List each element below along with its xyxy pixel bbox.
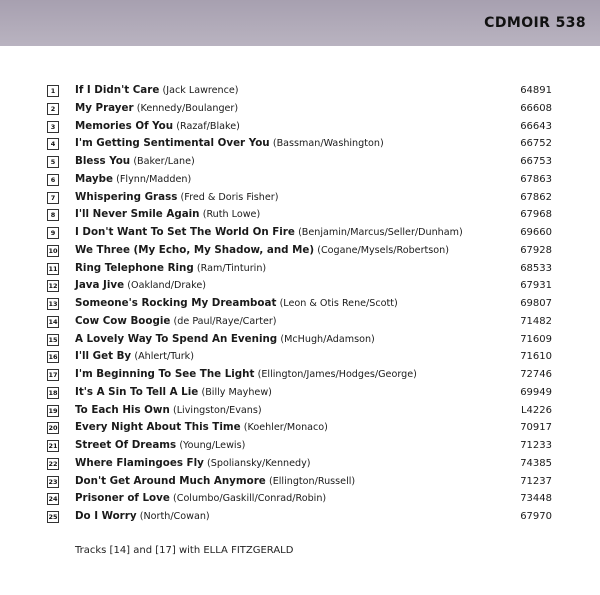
track-row xyxy=(47,295,552,313)
track-matrix-number: 67862 xyxy=(520,191,552,203)
track-text xyxy=(75,153,195,171)
track-composers: (Jack Lawrence) xyxy=(162,85,239,96)
track-matrix-number: 66752 xyxy=(520,138,552,150)
track-composers: (Baker/Lane) xyxy=(133,156,195,167)
track-number-box: 10 xyxy=(48,246,58,255)
track-row xyxy=(47,135,552,153)
track-matrix-number: 70917 xyxy=(520,422,552,434)
track-number-box: 14 xyxy=(48,317,58,326)
track-matrix-number: 67970 xyxy=(520,511,552,522)
track-row xyxy=(47,100,552,118)
track-row xyxy=(47,455,552,473)
track-title: Maybe xyxy=(75,172,113,185)
track-title: Someone's Rocking My Dreamboat xyxy=(75,297,277,309)
track-text xyxy=(75,473,355,491)
track-matrix-number: 71610 xyxy=(520,351,552,363)
track-text xyxy=(75,189,278,207)
track-matrix-number: 68533 xyxy=(520,262,552,274)
track-matrix-number: 69949 xyxy=(520,386,552,398)
track-title: Java Jive xyxy=(75,279,125,292)
footer-note: Tracks [14] and [17] with ELLA FITZGERALD xyxy=(75,545,294,556)
track-text xyxy=(75,118,240,136)
track-row xyxy=(47,313,552,331)
track-row xyxy=(47,331,552,349)
track-composers: (Spoliansky/Kennedy) xyxy=(207,457,311,469)
track-number-box: 19 xyxy=(48,406,58,415)
track-row xyxy=(47,277,552,295)
track-title: I'm Getting Sentimental Over You xyxy=(75,137,270,150)
track-row xyxy=(47,437,552,455)
track-composers: (McHugh/Adamson) xyxy=(280,333,375,345)
track-number-box: 25 xyxy=(48,513,58,521)
track-matrix-number: 66643 xyxy=(520,120,552,132)
track-title: Don't Get Around Much Anymore xyxy=(75,474,266,487)
track-text xyxy=(75,171,191,189)
track-composers: (North/Cowan) xyxy=(139,511,210,522)
track-number-box: 12 xyxy=(48,282,58,291)
track-text xyxy=(75,384,272,402)
track-composers: (Bassman/Washington) xyxy=(272,138,384,150)
track-number-box: 22 xyxy=(48,459,58,468)
track-row xyxy=(47,206,552,224)
track-matrix-number: 71609 xyxy=(520,333,552,345)
track-composers: (de Paul/Raye/Carter) xyxy=(173,315,277,327)
track-number-box: 17 xyxy=(48,371,58,379)
track-title: Bless You xyxy=(75,155,131,167)
track-title: I Don't Want To Set The World On Fire xyxy=(75,226,295,238)
track-row xyxy=(47,508,552,526)
track-number-box: 13 xyxy=(48,300,58,308)
track-title: I'll Never Smile Again xyxy=(75,208,200,221)
track-matrix-number: 72746 xyxy=(520,369,552,380)
track-composers: (Ellington/James/Hodges/George) xyxy=(257,369,417,380)
track-row xyxy=(47,384,552,402)
track-matrix-number: 71237 xyxy=(520,475,552,487)
track-text xyxy=(75,224,463,242)
track-title: Whispering Grass xyxy=(75,190,178,203)
track-composers: (Fred & Doris Fisher) xyxy=(180,191,279,203)
track-composers: (Flynn/Madden) xyxy=(116,173,192,185)
track-title: We Three (My Echo, My Shadow, and Me) xyxy=(75,243,315,256)
track-composers: (Ruth Lowe) xyxy=(202,209,261,221)
track-number-box: 1 xyxy=(47,85,59,97)
track-title: Ring Telephone Ring xyxy=(75,261,194,274)
track-text xyxy=(75,331,375,349)
track-text xyxy=(75,366,417,384)
track-title: I'll Get By xyxy=(75,350,132,363)
track-number-box: 24 xyxy=(48,495,58,504)
track-matrix-number: 67968 xyxy=(520,209,552,221)
track-title: Every Night About This Time xyxy=(75,421,241,434)
track-matrix-number: 66753 xyxy=(520,156,552,167)
track-text xyxy=(75,295,398,313)
track-title: Where Flamingoes Fly xyxy=(75,456,204,469)
track-number-box: 11 xyxy=(48,264,58,273)
track-composers: (Ahlert/Turk) xyxy=(134,351,194,363)
track-row xyxy=(47,118,552,136)
track-title: I'm Beginning To See The Light xyxy=(75,368,255,380)
track-text xyxy=(75,437,245,455)
track-title: My Prayer xyxy=(75,101,134,114)
track-text xyxy=(75,135,384,153)
track-composers: (Razaf/Blake) xyxy=(176,120,240,132)
track-number-box: 4 xyxy=(47,138,59,150)
track-composers: (Livingston/Evans) xyxy=(172,404,262,416)
track-composers: (Columbo/Gaskill/Conrad/Robin) xyxy=(173,493,327,505)
track-row xyxy=(47,260,552,278)
track-number-box: 16 xyxy=(48,353,58,362)
track-title: If I Didn't Care xyxy=(75,84,160,96)
track-matrix-number: 71233 xyxy=(520,440,552,451)
track-composers: (Benjamin/Marcus/Seller/Dunham) xyxy=(298,227,463,238)
track-text xyxy=(75,508,210,526)
track-row xyxy=(47,348,552,366)
track-number-box: 15 xyxy=(48,335,58,344)
track-text xyxy=(75,348,194,366)
track-text xyxy=(75,206,260,224)
track-text xyxy=(75,490,326,508)
track-text xyxy=(75,455,311,473)
track-title: Do I Worry xyxy=(75,510,137,522)
track-composers: (Kennedy/Boulanger) xyxy=(136,102,239,114)
track-row xyxy=(47,171,552,189)
track-number-box: 20 xyxy=(48,424,58,433)
track-composers: (Leon & Otis Rene/Scott) xyxy=(279,298,398,309)
track-row xyxy=(47,189,552,207)
track-title: A Lovely Way To Spend An Evening xyxy=(75,332,278,345)
track-matrix-number: 64891 xyxy=(520,85,552,96)
track-matrix-number: 71482 xyxy=(520,315,552,327)
track-composers: (Koehler/Monaco) xyxy=(243,422,328,434)
track-text xyxy=(75,100,238,118)
track-title: To Each His Own xyxy=(75,403,170,416)
track-matrix-number: 74385 xyxy=(520,457,552,469)
track-row xyxy=(47,153,552,171)
track-matrix-number: 73448 xyxy=(520,493,552,505)
track-matrix-number: L4226 xyxy=(520,404,552,416)
track-title: Cow Cow Boogie xyxy=(75,314,171,327)
track-text xyxy=(75,313,277,331)
track-row xyxy=(47,419,552,437)
track-row xyxy=(47,402,552,420)
track-text xyxy=(75,402,262,420)
track-row xyxy=(47,224,552,242)
track-title: Street Of Dreams xyxy=(75,439,177,451)
track-row xyxy=(47,242,552,260)
track-text xyxy=(75,82,239,100)
track-number-box: 3 xyxy=(47,121,59,133)
track-number-box: 8 xyxy=(47,209,59,221)
track-number-box: 5 xyxy=(47,156,59,168)
track-row xyxy=(47,82,552,100)
track-number-box: 7 xyxy=(47,192,59,204)
track-number-box: 9 xyxy=(47,227,59,239)
track-text xyxy=(75,277,206,295)
track-matrix-number: 67928 xyxy=(520,244,552,256)
track-text xyxy=(75,419,328,437)
track-row xyxy=(47,473,552,491)
track-composers: (Cogane/Mysels/Robertson) xyxy=(317,244,449,256)
track-number-box: 2 xyxy=(47,103,59,115)
track-number-box: 23 xyxy=(48,477,58,486)
header-band xyxy=(0,0,600,46)
track-row xyxy=(47,490,552,508)
catalog-code: CDMOIR 538 xyxy=(484,15,586,31)
track-title: It's A Sin To Tell A Lie xyxy=(75,385,199,398)
track-number-box: 6 xyxy=(47,174,59,186)
track-text xyxy=(75,260,266,278)
track-text xyxy=(75,242,449,260)
track-composers: (Young/Lewis) xyxy=(179,440,246,451)
track-matrix-number: 67931 xyxy=(520,280,552,292)
track-title: Prisoner of Love xyxy=(75,492,170,505)
track-composers: (Billy Mayhew) xyxy=(201,386,272,398)
track-number-box: 21 xyxy=(48,442,58,450)
track-matrix-number: 69807 xyxy=(520,298,552,309)
track-row xyxy=(47,366,552,384)
track-title: Memories Of You xyxy=(75,119,174,132)
track-composers: (Ellington/Russell) xyxy=(268,475,356,487)
track-matrix-number: 69660 xyxy=(520,227,552,238)
track-list xyxy=(47,82,552,526)
track-composers: (Oakland/Drake) xyxy=(127,280,207,292)
track-composers: (Ram/Tinturin) xyxy=(196,262,267,274)
track-matrix-number: 67863 xyxy=(520,173,552,185)
track-number-box: 18 xyxy=(48,388,58,397)
track-matrix-number: 66608 xyxy=(520,102,552,114)
